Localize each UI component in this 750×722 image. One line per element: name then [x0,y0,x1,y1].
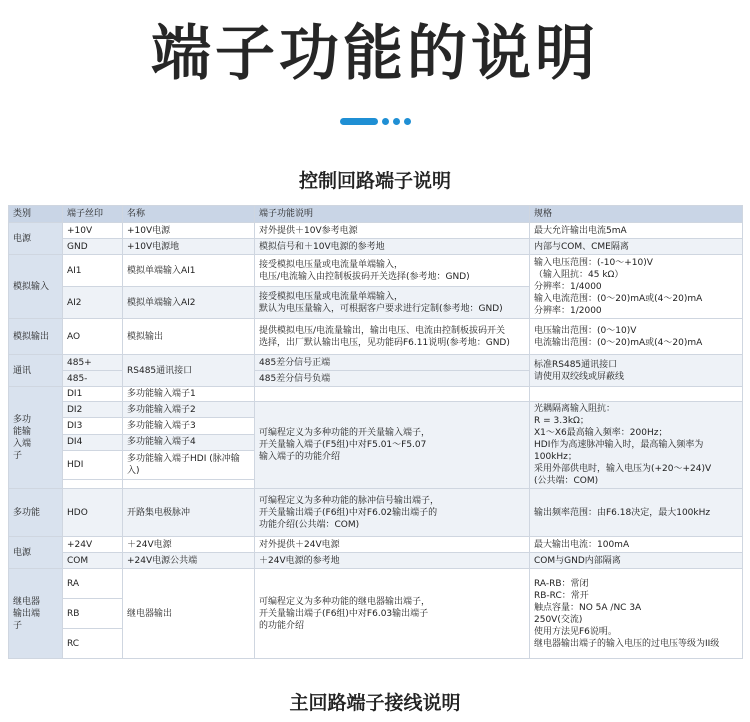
category-cell: 通讯 [9,355,63,387]
spec-cell: 最大允许输出电流5mA [530,223,743,239]
terminal-cell: DI1 [63,387,123,402]
column-header: 端子丝印 [63,206,123,223]
name-cell: 开路集电极脉冲 [123,489,255,537]
table-row [9,355,743,371]
terminal-cell: RB [63,599,123,629]
column-header: 类别 [9,206,63,223]
table-row [9,223,743,239]
function-cell: 模拟信号和＋10V电源的参考地 [255,239,530,255]
name-cell: 模拟输出 [123,319,255,355]
function-cell [255,387,530,402]
terminal-cell: AO [63,319,123,355]
table-row [9,319,743,355]
spec-cell: 标准RS485通讯接口 请使用双绞线或屏蔽线 [530,355,743,387]
section-title: 控制回路端子说明 [298,170,451,192]
spec-cell: 电压输出范围：(0～10)V 电流输出范围：(0～20)mA或(4～20)mA [530,319,743,355]
spec-cell: COM与GND内部隔离 [530,553,743,569]
spec-cell: RA-RB：常闭 RB-RC：常开 触点容量：NO 5A /NC 3A 250V(交流) 使用方法见F6说明。 继电器输出端子的输入电压的过电压等级为II级 [530,569,743,659]
name-cell: 继电器输出 [123,569,255,659]
name-cell: 多功能输入端子3 [123,418,255,434]
function-cell: 可编程定义为多种功能的继电器输出端子， 开关量输出端子(F6组)中对F6.03输出端子 的功能介绍 [255,569,530,659]
function-cell: ＋24V电源的参考地 [255,553,530,569]
divider-dot [382,118,389,125]
table-row [9,569,743,599]
terminal-cell: +24V [63,537,123,553]
name-cell: ＋24V电源 [123,537,255,553]
terminal-cell: DI4 [63,434,123,450]
table-row [9,255,743,287]
category-cell: 继电器 输出端 子 [9,569,63,659]
terminal-cell [63,480,123,489]
column-header: 名称 [123,206,255,223]
function-cell: 对外提供＋24V电源 [255,537,530,553]
name-cell: 多功能输入端子1 [123,387,255,402]
name-cell: +10V电源地 [123,239,255,255]
terminal-cell: HDO [63,489,123,537]
function-cell: 可编程定义为多种功能的脉冲信号输出端子， 开关量输出端子(F6组)中对F6.02输出端子的 功能介绍(公共端：COM) [255,489,530,537]
terminal-cell: RC [63,629,123,659]
terminal-cell: GND [63,239,123,255]
spec-cell: 内部与COM、CME隔离 [530,239,743,255]
name-cell: 多功能输入端子HDI (脉冲输入) [123,450,255,479]
spec-cell: 输入电压范围：(-10～+10)V （输入阻抗：45 kΩ） 分辨率：1/4000 输入电流范围：(0～20)mA或(4～20)mA 分辨率：1/2000 [530,255,743,319]
name-cell [123,480,255,489]
column-header: 端子功能说明 [255,206,530,223]
table-row [9,402,743,418]
name-cell: 模拟单端输入AI1 [123,255,255,287]
divider-dot [404,118,411,125]
function-cell: 对外提供＋10V参考电源 [255,223,530,239]
category-cell: 模拟输出 [9,319,63,355]
category-cell: 电源 [9,537,63,569]
terminal-cell: 485+ [63,355,123,371]
terminal-cell: 485- [63,371,123,387]
name-cell: RS485通讯接口 [123,355,255,387]
spec-cell: 光耦隔离输入阻抗： R = 3.3kΩ； X1～X6最高输入频率：200Hz； HDI作为高速脉冲输入时，最高输入频率为100kHz； 采用外部供电时，输入电压为(+20～+24)V (公共端：COM) [530,402,743,489]
next-section-title: 主回路端子接线说明 [289,692,461,714]
function-cell: 接受模拟电压量或电流量单端输入， 电压/电流输入由控制板拔码开关选择(参考地：GND) [255,255,530,287]
table-row [9,239,743,255]
function-cell: 485差分信号正端 [255,355,530,371]
name-cell: 多功能输入端子4 [123,434,255,450]
table-row [9,537,743,553]
table-row [9,553,743,569]
terminal-cell: DI3 [63,418,123,434]
terminal-cell: HDI [63,450,123,479]
terminal-cell: COM [63,553,123,569]
spec-cell: 输出频率范围：由F6.18决定，最大100kHz [530,489,743,537]
table-row [9,489,743,537]
category-cell: 多功 能输 入端 子 [9,387,63,489]
page-title: 端子功能的说明 [151,19,599,89]
category-cell: 多功能 [9,489,63,537]
category-cell: 模拟输入 [9,255,63,319]
decorative-divider [0,118,750,126]
terminal-cell: AI1 [63,255,123,287]
function-cell: 可编程定义为多种功能的开关量输入端子， 开关量输入端子(F5组)中对F5.01～F5.07 输入端子的功能介绍 [255,402,530,489]
spec-cell [530,387,743,402]
divider-dot [393,118,400,125]
terminal-cell: DI2 [63,402,123,418]
name-cell: 多功能输入端子2 [123,402,255,418]
function-cell: 485差分信号负端 [255,371,530,387]
function-cell: 提供模拟电压/电流量输出，输出电压、电流由控制板拔码开关 选择，出厂默认输出电压，见功能码F6.11说明(参考地：GND) [255,319,530,355]
table-header-row [9,206,743,223]
spec-cell: 最大输出电流：100mA [530,537,743,553]
column-header: 规格 [530,206,743,223]
table-row [9,387,743,402]
name-cell: 模拟单端输入AI2 [123,287,255,319]
category-cell: 电源 [9,223,63,255]
function-cell: 接受模拟电压量或电流量单端输入， 默认为电压量输入，可根据客户要求进行定制(参考地：GND) [255,287,530,319]
terminal-table [8,205,743,659]
terminal-cell: RA [63,569,123,599]
terminal-cell: +10V [63,223,123,239]
name-cell: +10V电源 [123,223,255,239]
terminal-cell: AI2 [63,287,123,319]
name-cell: +24V电源公共端 [123,553,255,569]
divider-bar [340,118,378,125]
